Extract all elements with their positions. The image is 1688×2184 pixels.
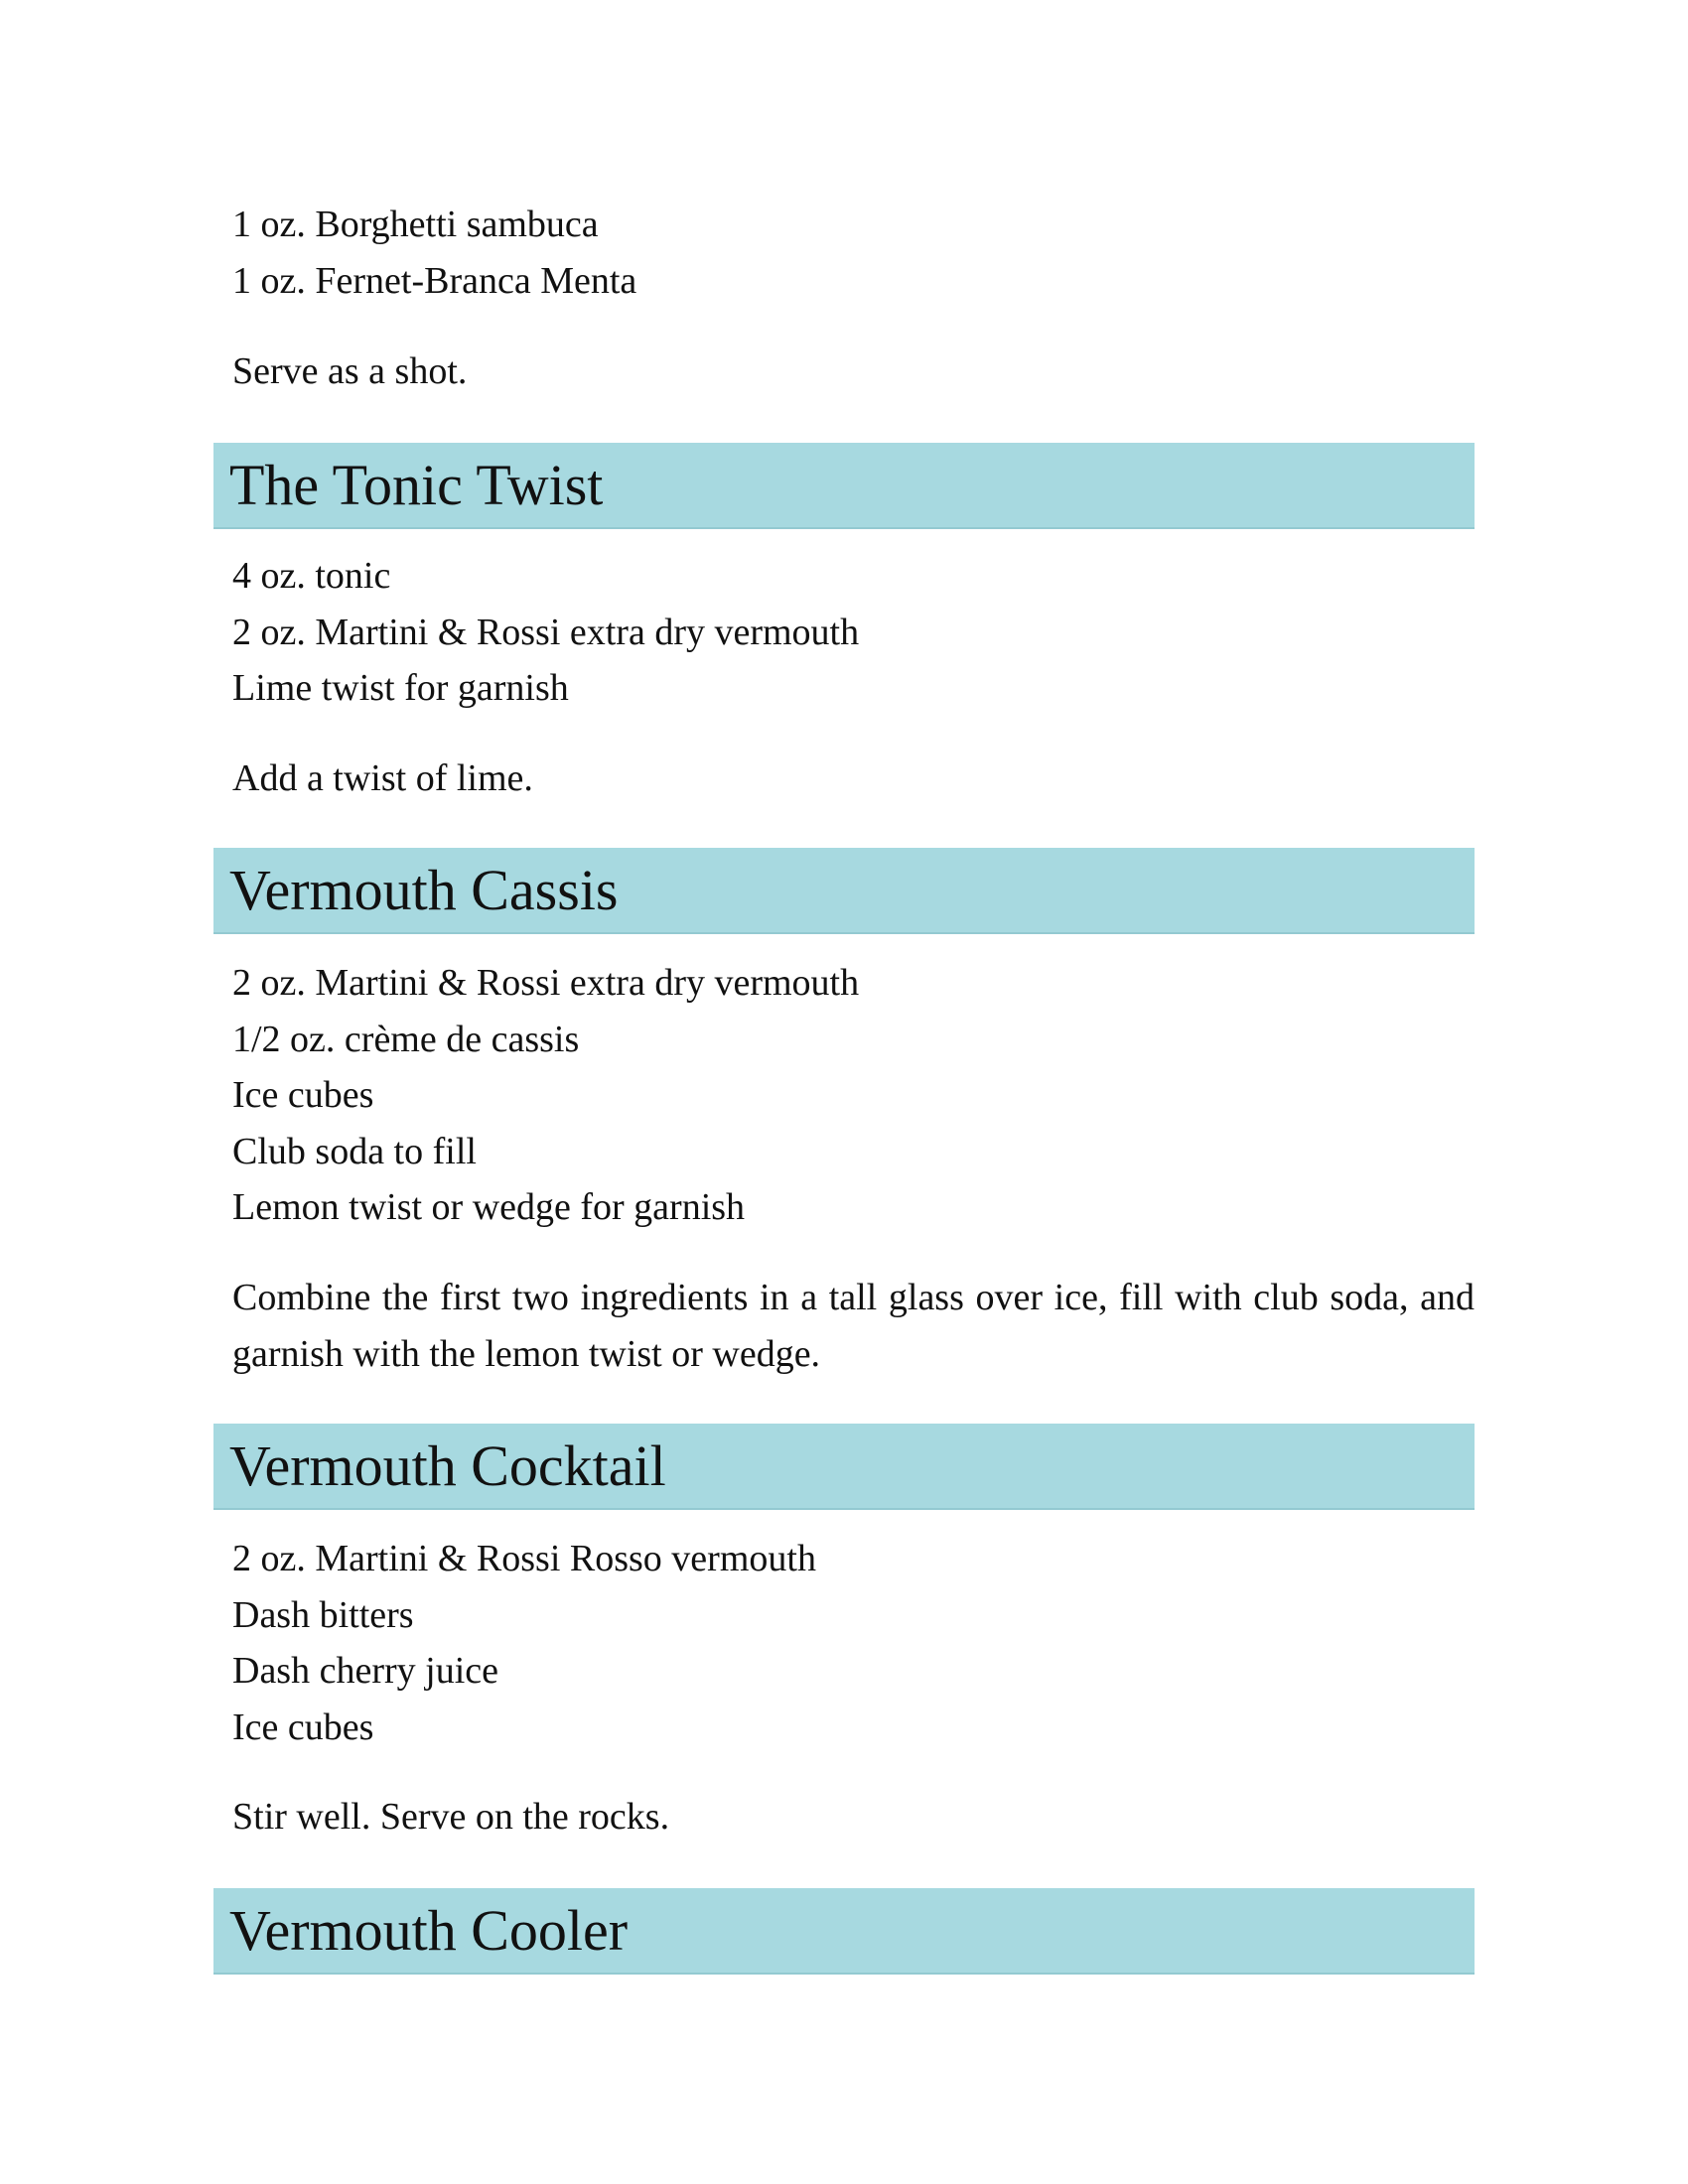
instructions-text: Serve as a shot. xyxy=(232,350,468,392)
recipe-title: Vermouth Cocktail xyxy=(229,1433,666,1498)
instructions-text: Stir well. Serve on the rocks. xyxy=(232,1796,670,1838)
recipe-title: The Tonic Twist xyxy=(229,453,604,517)
recipe-instructions xyxy=(232,751,1475,807)
ingredient-line: 2 oz. Martini & Rossi extra dry vermouth xyxy=(232,611,860,653)
ingredient-line: Ice cubes xyxy=(232,1074,374,1116)
ingredient-line: 1/2 oz. crème de cassis xyxy=(232,1018,580,1060)
recipe-heading-bar xyxy=(213,1888,1475,1975)
intro-ingredient-list xyxy=(232,197,1475,309)
ingredient-line: Dash bitters xyxy=(232,1593,414,1636)
recipe-heading-bar xyxy=(213,443,1475,529)
ingredient-line: 1 oz. Borghetti sambuca xyxy=(232,204,599,245)
recipe-instructions xyxy=(232,1270,1475,1382)
ingredient-line: 1 oz. Fernet-Branca Menta xyxy=(232,259,637,302)
recipe-instructions xyxy=(232,1789,1475,1845)
ingredient-line: 4 oz. tonic xyxy=(232,555,391,597)
recipe-title: Vermouth Cassis xyxy=(229,858,619,922)
recipe-heading-bar xyxy=(213,1424,1475,1510)
recipe-ingredient-list xyxy=(232,548,1475,717)
ingredient-line: 2 oz. Martini & Rossi Rosso vermouth xyxy=(232,1538,816,1579)
ingredient-line: Lime twist for garnish xyxy=(232,667,569,709)
ingredient-line: Ice cubes xyxy=(232,1706,374,1748)
recipe-title: Vermouth Cooler xyxy=(229,1898,629,1963)
recipe-ingredient-list xyxy=(232,955,1475,1236)
recipe-heading-bar xyxy=(213,848,1475,934)
instructions-text: Combine the first two ingredients in a tall glass over ice, fill with club soda, and garnish with the lemon twist or wedge. xyxy=(232,1277,1475,1375)
ingredient-line: 2 oz. Martini & Rossi extra dry vermouth xyxy=(232,962,860,1004)
ingredient-line: Dash cherry juice xyxy=(232,1650,498,1692)
instructions-text: Add a twist of lime. xyxy=(232,757,533,799)
recipe-ingredient-list xyxy=(232,1531,1475,1755)
ingredient-line: Club soda to fill xyxy=(232,1130,477,1172)
intro-instructions xyxy=(232,343,1475,400)
ingredient-line: Lemon twist or wedge for garnish xyxy=(232,1186,746,1228)
